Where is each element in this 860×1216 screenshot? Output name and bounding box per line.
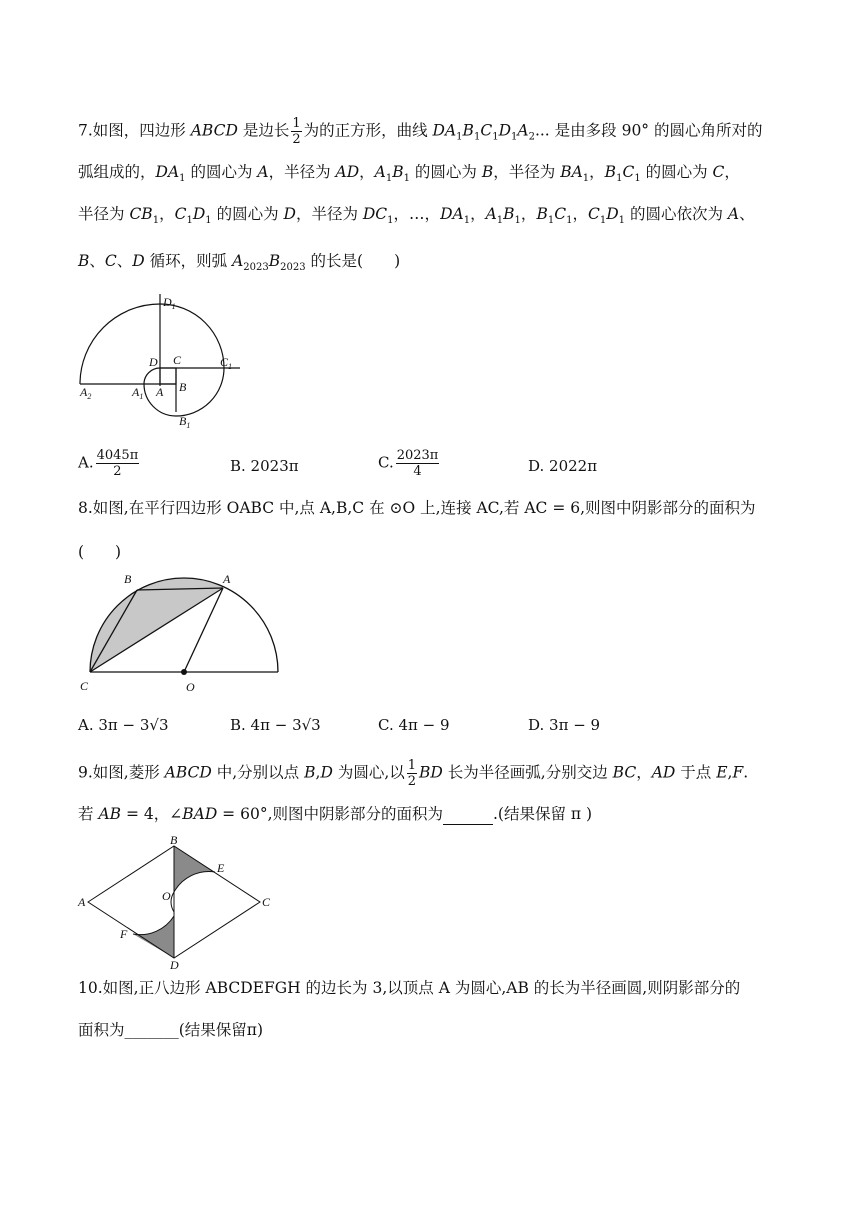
label-C: C [80, 679, 89, 693]
q7-number: 7.如图，四边形 [78, 121, 191, 140]
q9-line-2: 若 AB = 4，∠BAD = 60°,则图中阴影部分的面积为 .(结果保留 π ) [78, 805, 593, 823]
label-A: A [156, 385, 164, 399]
q8-option-d[interactable]: D. 3π − 9 [528, 716, 601, 734]
label-E: E [217, 861, 225, 875]
q8-option-a[interactable]: A. 3π − 3√3 [78, 716, 169, 734]
label-B: B [179, 380, 187, 394]
q7-option-d[interactable]: D. 2022π [528, 457, 598, 475]
label-D: D [170, 958, 179, 972]
center-point-O [181, 669, 187, 675]
label-B1: B [179, 414, 187, 428]
svg-text:C1: $C_1$ [220, 355, 233, 371]
label-C1: C [220, 355, 229, 369]
label-A2: A [80, 385, 88, 399]
q7-option-c[interactable]: C. $\frac{2023\pi}{4}$ [378, 448, 439, 479]
q8-semicircle-figure [76, 568, 286, 693]
q7-option-b[interactable]: B. 2023π [230, 457, 299, 475]
label-A: A [223, 572, 231, 586]
label-D: D [149, 355, 158, 369]
q9-rhombus-figure [76, 836, 276, 972]
q8-options [78, 716, 778, 738]
label-F: F [120, 927, 128, 941]
label-B: B [124, 572, 132, 586]
q7-option-a[interactable]: A. $\frac{4045\pi}{2}$ [78, 448, 139, 479]
q7-spiral-figure [76, 290, 246, 430]
q10-line-2: 面积为_______(结果保留π) [78, 1021, 264, 1039]
q7-line-4: B、C、D 循环，则弧 $A_{2023}B_{2023}$ 的长是( ) [78, 252, 401, 274]
q7-line-1: 7.如图，四边形 ABCD 是边长 $\frac{1}{2}$ 为的正方形，曲线 $DA_1B_1C_1D_1A_2$... 是由多段 90° 的圆心角所对的 [78, 116, 763, 147]
label-A: A [78, 895, 86, 909]
label-D1: D [163, 295, 172, 309]
svg-text:A1: $A_1$ [132, 385, 144, 401]
svg-text:B1: $B_1$ [179, 414, 191, 430]
svg-text:A2: $A_2$ [80, 385, 92, 401]
fraction-half: $\frac{1}{2}$ [292, 116, 301, 147]
label-C: C [262, 895, 271, 909]
label-O: O [186, 680, 195, 693]
q7-line-2: 弧组成的，$DA_1$ 的圆心为 A，半径为 AD，$A_1B_1$ 的圆心为 B，半径为 $BA_1$，$B_1C_1$ 的圆心为 C， [78, 163, 740, 185]
q10-line-1: 10.如图,正八边形 ABCDEFGH 的边长为 3,以顶点 A 为圆心,AB 的长为半径画圆,则阴影部分的 [78, 979, 741, 997]
q7-options [78, 448, 778, 478]
label-A1: A [132, 385, 140, 399]
label-C: C [173, 353, 182, 367]
q8-option-b[interactable]: B. 4π − 3√3 [230, 716, 321, 734]
q7-line-3: 半径为 $CB_1$，$C_1D_1$ 的圆心为 D，半径为 $DC_1$，…，$DA_1$，$A_1B_1$，$B_1C_1$，$C_1D_1$ 的圆心依次为 A、 [78, 205, 755, 227]
q8-line-1: 8.如图,在平行四边形 OABC 中,点 A,B,C 在 ⊙O 上,连接 AC,若 AC = 6,则图中阴影部分的面积为 [78, 499, 756, 517]
q8-option-c[interactable]: C. 4π − 9 [378, 716, 450, 734]
q9-line-1: 9.如图,菱形 ABCD 中,分别以点 B,D 为圆心,以 $\frac{1}{2}$ BD 长为半径画弧,分别交边 BC，AD 于点 E,F. [78, 758, 749, 789]
label-O: O [162, 889, 171, 903]
svg-text:D1: $D_1$ [163, 295, 176, 311]
q8-line-2: ( ) [78, 543, 122, 561]
answer-blank[interactable] [443, 804, 493, 825]
label-B: B [170, 836, 178, 847]
